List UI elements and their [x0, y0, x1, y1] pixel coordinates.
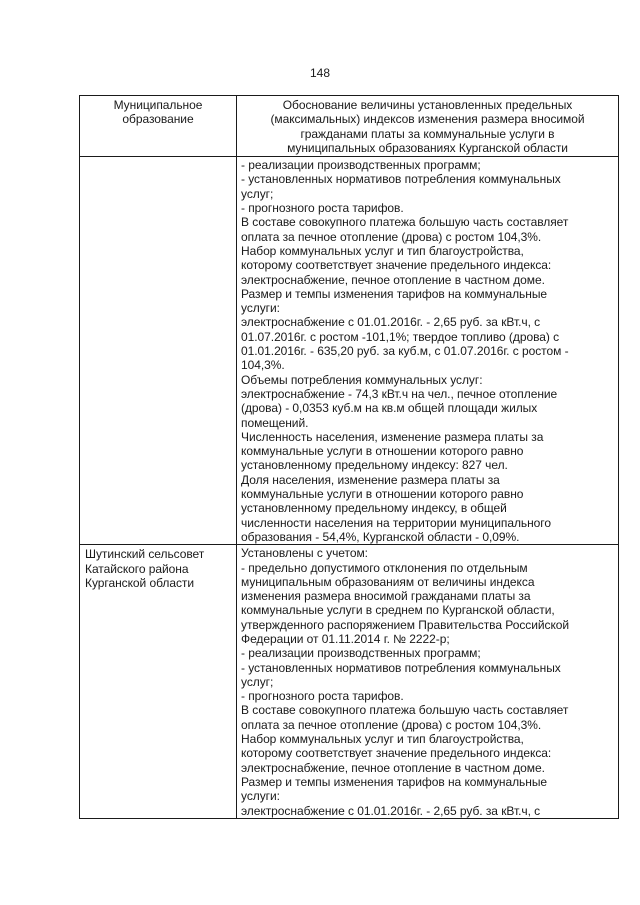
text-line: услуги:: [241, 789, 280, 804]
text-line: которому соответствует значение предельного индекса:: [241, 746, 552, 761]
text-line: Набор коммунальных услуг и тип благоустройства,: [241, 732, 524, 747]
text-line: муниципальным образованиям от величины индекса: [241, 574, 535, 589]
text-line: Установлены с учетом:: [241, 546, 368, 561]
text-line: - прогнозного роста тарифов.: [241, 689, 404, 704]
text-line: установленному предельному индексу: 827 чел.: [241, 458, 508, 473]
text-line: 104,3%.: [241, 358, 285, 373]
text-line: муниципальных образованиях Курганской области: [287, 140, 568, 155]
text-line: услуги:: [241, 301, 280, 316]
text-line: 01.07.2016г. с ростом -101,1%; твердое топливо (дрова) с: [241, 329, 560, 344]
text-line: В составе совокупного платежа большую часть составляет: [241, 703, 569, 718]
text-line: утвержденного распоряжением Правительства Российской: [241, 617, 570, 632]
text-line: оплата за печное отопление (дрова) с ростом 104,3%.: [241, 229, 542, 244]
text-line: электроснабжение с 01.01.2016г. - 2,65 руб. за кВт.ч, с: [241, 315, 541, 330]
text-line: электроснабжение, печное отопление в частном доме.: [241, 760, 545, 775]
text-line: которому соответствует значение предельного индекса:: [241, 258, 552, 273]
text-line: 01.01.2016г. - 635,20 руб. за куб.м, с 01.07.2016г. с ростом -: [241, 344, 569, 359]
page-number: 148: [309, 66, 331, 80]
text-line: Муниципальное: [113, 98, 203, 112]
header-justification: [237, 96, 619, 157]
tariff-index-table: [79, 95, 619, 819]
text-line: Объемы потребления коммунальных услуг:: [241, 372, 483, 387]
text-line: электроснабжение с 01.01.2016г. - 2,65 руб. за кВт.ч, с: [241, 803, 541, 818]
row-1-municipality: [80, 157, 237, 545]
text-line: образование: [122, 112, 194, 127]
text-line: - установленных нормативов потребления коммунальных: [241, 660, 561, 675]
text-line: (дрова) - 0,0353 куб.м на кв.м общей площади жилых: [241, 401, 538, 416]
text-line: Шутинский сельсовет: [85, 547, 205, 562]
row-2-justification: [237, 545, 619, 819]
text-line: Доля населения, изменение размера платы за: [241, 472, 500, 487]
text-line: образования - 54,4%, Курганской области - 0,09%.: [241, 529, 520, 544]
text-line: Набор коммунальных услуг и тип благоустройства,: [241, 243, 524, 258]
row-1-justification: [237, 157, 619, 545]
text-line: услуг;: [241, 186, 274, 201]
table-row: [80, 157, 619, 545]
text-line: Размер и темпы изменения тарифов на коммунальные: [241, 774, 548, 789]
text-line: коммунальные услуги в отношении которого равно: [241, 487, 524, 502]
header-municipality: [80, 96, 237, 157]
text-line: коммунальные услуги в отношении которого равно: [241, 444, 524, 459]
text-line: Размер и темпы изменения тарифов на коммунальные: [241, 286, 548, 301]
text-line: - реализации производственных программ;: [241, 646, 481, 661]
table-header-row: [80, 96, 619, 157]
row-2-municipality: [80, 545, 237, 819]
text-line: численности населения на территории муниципального: [241, 515, 551, 530]
text-line: гражданами платы за коммунальные услуги в: [300, 126, 555, 141]
text-line: Численность населения, изменение размера платы за: [241, 429, 544, 444]
text-line: Обоснование величины установленных предельных: [282, 98, 573, 112]
text-line: электроснабжение, печное отопление в частном доме.: [241, 272, 545, 287]
text-line: - реализации производственных программ;: [241, 158, 481, 173]
text-line: изменения размера вносимой гражданами платы за: [241, 589, 531, 604]
table-row: [80, 545, 619, 819]
text-line: установленному предельному индексу, в общей: [241, 501, 507, 516]
text-line: - установленных нормативов потребления коммунальных: [241, 172, 561, 187]
text-line: Катайского района: [85, 561, 189, 576]
text-line: Курганской области: [85, 575, 195, 590]
text-line: - прогнозного роста тарифов.: [241, 201, 404, 216]
text-line: услуг;: [241, 674, 274, 689]
text-line: коммунальные услуги в среднем по Курганской области,: [241, 603, 555, 618]
text-line: (максимальных) индексов изменения размера вносимой: [270, 112, 585, 127]
text-line: оплата за печное отопление (дрова) с ростом 104,3%.: [241, 717, 542, 732]
text-line: помещений.: [241, 415, 309, 430]
text-line: В составе совокупного платежа большую часть составляет: [241, 215, 569, 230]
text-line: Федерации от 01.11.2014 г. № 2222-р;: [241, 631, 450, 646]
text-line: электроснабжение - 74,3 кВт.ч на чел., печное отопление: [241, 386, 558, 401]
text-line: - предельно допустимого отклонения по отдельным: [241, 560, 528, 575]
